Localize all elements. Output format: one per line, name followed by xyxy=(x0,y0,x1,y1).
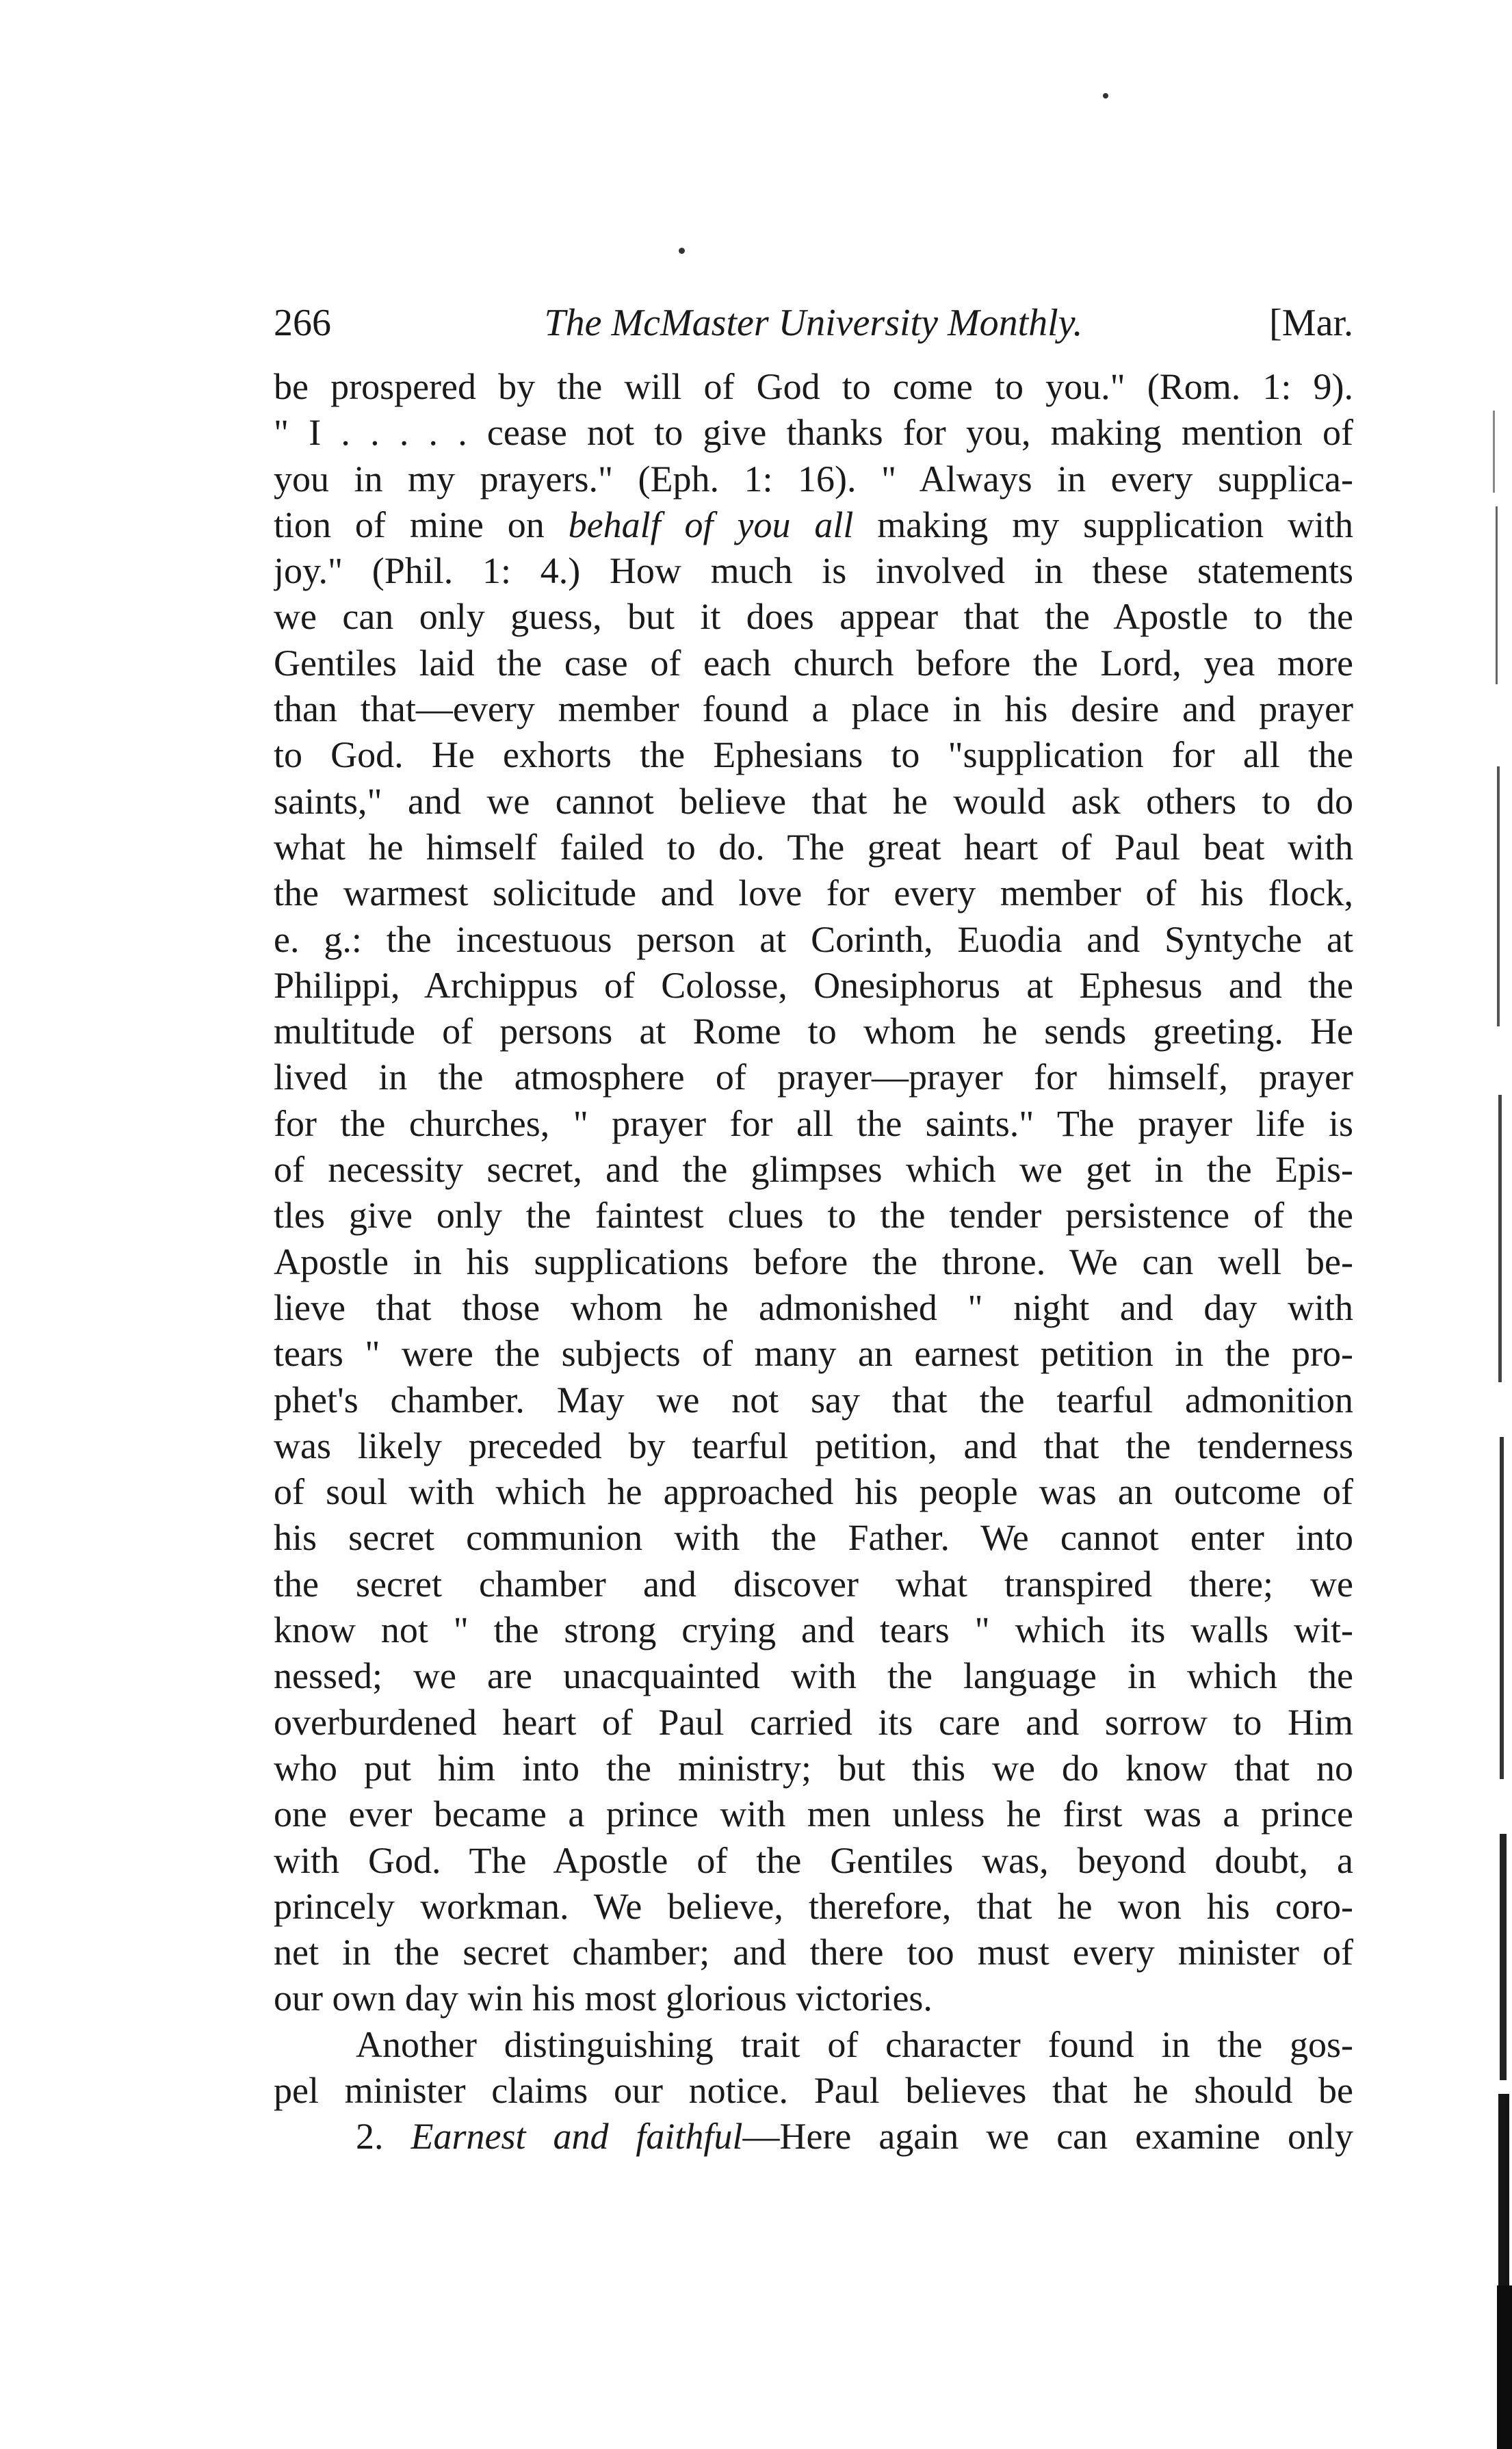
text-line: our own day win his most glorious victories. xyxy=(274,1978,933,2019)
section-heading-line xyxy=(274,2114,1353,2160)
text-line: to God. He exhorts the Ephesians to "supplication for all the xyxy=(274,734,1353,776)
text-line: what he himself failed to do. The great heart of Paul beat with xyxy=(274,826,1353,868)
text-line: e. g.: the incestuous person at Corinth, Euodia and Syntyche at xyxy=(274,918,1353,960)
text-line: lieve that those whom he admonished " night and day with xyxy=(274,1286,1353,1328)
text-line: of soul with which he approached his people was an outcome of xyxy=(274,1471,1353,1513)
section-title: Earnest and faithful xyxy=(410,2116,743,2158)
text-line: the secret chamber and discover what transpired there; we xyxy=(274,1563,1353,1605)
section-number: 2. xyxy=(356,2116,411,2158)
text-line: tles give only the faintest clues to the tender persistence of the xyxy=(274,1195,1353,1236)
edge-mark xyxy=(1500,1834,1507,2080)
issue-label: [Mar. xyxy=(1269,302,1353,344)
text-line: be prospered by the will of God to come to you." (Rom. 1: 9). xyxy=(274,366,1353,407)
italic-phrase: behalf of you all xyxy=(568,504,854,545)
text-line: with God. The Apostle of the Gentiles was, beyond doubt, a xyxy=(274,1839,1353,1881)
text-line: the warmest solicitude and love for every member of his flock, xyxy=(274,872,1353,914)
edge-mark xyxy=(1500,1437,1504,1779)
page-header xyxy=(274,296,1353,350)
text-line: princely workman. We believe, therefore, that he won his coro- xyxy=(274,1885,1353,1927)
text-line: than that—every member found a place in his desire and prayer xyxy=(274,688,1353,730)
page-number: 266 xyxy=(274,302,331,344)
edge-mark xyxy=(1498,2094,1509,2285)
edge-mark xyxy=(1493,411,1495,493)
text-line: tears " were the subjects of many an earnest petition in the pro- xyxy=(274,1333,1353,1375)
edge-mark xyxy=(1497,2285,1512,2449)
text-line: one ever became a prince with men unless he first was a prince xyxy=(274,1793,1353,1835)
text-line xyxy=(274,502,1353,548)
text-line: lived in the atmosphere of prayer—prayer for himself, prayer xyxy=(274,1057,1353,1098)
binding-edge-shadow xyxy=(1470,411,1512,2449)
text-line: who put him into the ministry; but this we do know that no xyxy=(274,1747,1353,1789)
edge-mark xyxy=(1497,766,1500,1026)
scan-speck xyxy=(679,248,685,254)
edge-mark xyxy=(1496,506,1498,684)
text-line: know not " the strong crying and tears " which its walls wit- xyxy=(274,1609,1353,1651)
text-line: phet's chamber. May we not say that the tearful admonition xyxy=(274,1379,1353,1421)
text-line: Gentiles laid the case of each church before the Lord, yea more xyxy=(274,642,1353,684)
text-line: saints," and we cannot believe that he would ask others to do xyxy=(274,780,1353,822)
text-line: was likely preceded by tearful petition, and that the tenderness xyxy=(274,1425,1353,1466)
text-line: net in the secret chamber; and there too must every minister of xyxy=(274,1932,1353,1973)
text-line: nessed; we are unacquainted with the language in which the xyxy=(274,1655,1353,1697)
text-line: Apostle in his supplications before the throne. We can well be- xyxy=(274,1241,1353,1282)
paragraph-start-line: Another distinguishing trait of character found in the gos- xyxy=(356,2023,1353,2065)
running-title: The McMaster University Monthly. xyxy=(544,302,1083,344)
text-line: for the churches, " prayer for all the saints." The prayer life is xyxy=(274,1102,1353,1144)
text-line: " I . . . . . cease not to give thanks for you, making mention of xyxy=(274,412,1353,454)
text-line: pel minister claims our notice. Paul believes that he should be xyxy=(274,2069,1353,2111)
text-line: Philippi, Archippus of Colosse, Onesiphorus at Ephesus and the xyxy=(274,964,1353,1006)
text-line: his secret communion with the Father. We cannot enter into xyxy=(274,1517,1353,1559)
text-segment: tion of mine on xyxy=(274,504,569,545)
text-line: of necessity secret, and the glimpses which we get in the Epis- xyxy=(274,1149,1353,1191)
text-line: joy." (Phil. 1: 4.) How much is involved in these statements xyxy=(274,550,1353,592)
edge-mark xyxy=(1498,1095,1502,1382)
text-segment: —Here again we can examine only xyxy=(742,2116,1353,2158)
text-line: multitude of persons at Rome to whom he sends greeting. He xyxy=(274,1011,1353,1052)
text-segment: making my supplication with xyxy=(853,504,1353,545)
text-line: overburdened heart of Paul carried its care and sorrow to Him xyxy=(274,1701,1353,1743)
text-line: you in my prayers." (Eph. 1: 16). " Always in every supplica- xyxy=(274,458,1353,500)
body-text xyxy=(274,364,1353,2160)
scan-speck xyxy=(1103,93,1108,99)
text-line: we can only guess, but it does appear that the Apostle to the xyxy=(274,596,1353,638)
